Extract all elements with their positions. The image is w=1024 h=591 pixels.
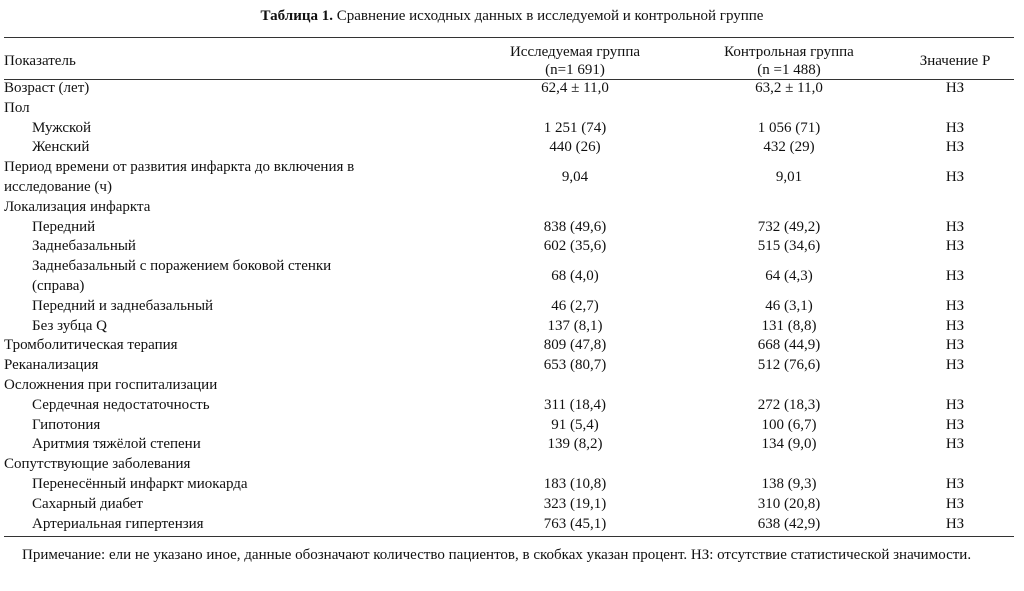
row-p-value: НЗ [945, 238, 965, 255]
row-control-value: 668 (44,9) [757, 337, 821, 354]
row-p-value: НЗ [945, 436, 965, 453]
table-row [4, 119, 1014, 139]
table-footnote: Примечание: ели не указано иное, данные обозначают количество пациентов, в скобках указан процент. НЗ: отсутствие статистической значимости. [22, 547, 972, 563]
row-label-line: исследование (ч) [4, 178, 112, 195]
row-study-value: 653 (80,7) [543, 357, 607, 374]
table-row [4, 396, 1014, 416]
row-study-value [468, 198, 682, 218]
caption-text: Сравнение исходных данных в исследуемой и контрольной группе [333, 8, 764, 24]
row-p-value: НЗ [945, 119, 965, 136]
row-label: Осложнения при госпитализации [4, 376, 218, 393]
row-study-value: 62,4 ± 11,0 [541, 80, 609, 96]
table-row [4, 297, 1014, 317]
row-study-value [468, 376, 682, 396]
row-study-value [468, 99, 682, 119]
row-label: Аритмия тяжёлой степени [32, 436, 201, 453]
table-bottom-rule [4, 536, 1014, 537]
row-control-value: 64 (4,3) [765, 268, 813, 285]
row-p-value: НЗ [945, 416, 965, 433]
table-row [4, 336, 1014, 356]
row-label: Возраст (лет) [4, 80, 90, 96]
table-row [4, 158, 1014, 198]
row-study-value: 137 (8,1) [547, 317, 603, 334]
header-p-value: Значение Р [919, 52, 991, 69]
row-control-value: 46 (3,1) [765, 297, 813, 314]
row-p-value: НЗ [945, 357, 965, 374]
row-label: Передний [32, 218, 96, 235]
table-caption [0, 6, 1024, 26]
row-study-value: 311 (18,4) [544, 396, 606, 413]
header-control-n: (n =1 488) [757, 61, 821, 78]
row-p-value: НЗ [945, 475, 965, 492]
row-p-value [896, 198, 1014, 218]
row-control-value: 272 (18,3) [757, 396, 821, 413]
table-row [4, 475, 1014, 495]
row-label: Сопутствующие заболевания [4, 456, 191, 473]
row-p-value: НЗ [945, 80, 965, 96]
row-control-value: 732 (49,2) [757, 218, 821, 235]
row-label-line: Период времени от развития инфаркта до включения в [4, 159, 355, 176]
row-label: Сердечная недостаточность [32, 396, 210, 413]
table-row [4, 237, 1014, 257]
row-label: Локализация инфаркта [4, 198, 151, 215]
row-control-value [682, 198, 896, 218]
row-control-value: 432 (29) [763, 139, 815, 156]
table-row [4, 455, 1014, 475]
row-p-value [896, 99, 1014, 119]
row-study-value: 838 (49,6) [543, 218, 607, 235]
header-study-title: Исследуемая группа [509, 43, 641, 60]
row-p-value: НЗ [945, 297, 965, 314]
row-study-value: 91 (5,4) [551, 416, 599, 433]
row-study-value: 1 251 (74) [543, 119, 607, 136]
table-header-row [4, 42, 1014, 79]
table-top-rule [4, 37, 1014, 38]
row-study-value: 46 (2,7) [551, 297, 599, 314]
row-label: Гипотония [32, 416, 101, 433]
row-control-value: 310 (20,8) [757, 495, 821, 512]
row-p-value [896, 455, 1014, 475]
row-label: Пол [4, 99, 30, 116]
table-row [4, 99, 1014, 119]
row-p-value: НЗ [945, 337, 965, 354]
row-control-value [682, 376, 896, 396]
row-label: Реканализация [4, 357, 99, 374]
header-indicator: Показатель [4, 52, 76, 69]
row-study-value [468, 455, 682, 475]
table-row [4, 495, 1014, 515]
row-study-value: 602 (35,6) [543, 238, 607, 255]
row-study-value: 9,04 [561, 169, 589, 186]
row-p-value: НЗ [945, 396, 965, 413]
row-control-value: 131 (8,8) [761, 317, 817, 334]
header-study-group [468, 42, 682, 79]
row-label [4, 158, 468, 198]
row-p-value: НЗ [945, 515, 965, 532]
row-p-value: НЗ [945, 218, 965, 235]
table-row [4, 435, 1014, 455]
row-p-value: НЗ [945, 495, 965, 512]
caption-label: Таблица 1. [260, 8, 334, 24]
row-control-value [682, 455, 896, 475]
table-row [4, 138, 1014, 158]
row-control-value: 100 (6,7) [761, 416, 817, 433]
row-label: Без зубца Q [32, 317, 107, 334]
row-p-value: НЗ [945, 139, 965, 156]
row-label: Передний и заднебазальный [32, 297, 214, 314]
table-row [4, 416, 1014, 436]
row-control-value: 134 (9,0) [761, 436, 817, 453]
row-label: Перенесённый инфаркт миокарда [32, 475, 248, 492]
row-label [4, 257, 468, 297]
row-control-value: 512 (76,6) [757, 357, 821, 374]
row-study-value: 763 (45,1) [543, 515, 607, 532]
header-control-title: Контрольная группа [724, 43, 854, 60]
row-label: Тромболитическая терапия [4, 337, 178, 354]
table-row [4, 515, 1014, 535]
row-control-value: 1 056 (71) [757, 119, 821, 136]
table-row [4, 317, 1014, 337]
row-control-value: 63,2 ± 11,0 [755, 80, 823, 96]
row-p-value: НЗ [945, 317, 965, 334]
row-label-line: (справа) [32, 277, 85, 294]
table-row [4, 356, 1014, 376]
row-control-value [682, 99, 896, 119]
row-study-value: 68 (4,0) [551, 268, 599, 285]
row-study-value: 139 (8,2) [547, 436, 603, 453]
row-study-value: 183 (10,8) [543, 475, 607, 492]
row-study-value: 323 (19,1) [543, 495, 607, 512]
row-label: Женский [32, 139, 90, 156]
table-row [4, 257, 1014, 297]
header-study-n: (n=1 691) [545, 61, 605, 78]
row-control-value: 638 (42,9) [757, 515, 821, 532]
row-control-value: 515 (34,6) [757, 238, 821, 255]
row-p-value: НЗ [945, 169, 965, 186]
row-study-value: 809 (47,8) [543, 337, 607, 354]
row-control-value: 9,01 [775, 169, 803, 186]
comparison-table [4, 42, 1014, 534]
table-row [4, 376, 1014, 396]
row-control-value: 138 (9,3) [761, 475, 817, 492]
row-p-value [896, 376, 1014, 396]
table-row [4, 79, 1014, 99]
table-row [4, 218, 1014, 238]
header-control-group [682, 42, 896, 79]
row-label: Мужской [32, 119, 92, 136]
row-label: Заднебазальный [32, 238, 136, 255]
row-label-line: Заднебазальный с поражением боковой стенки [32, 258, 332, 275]
row-label: Артериальная гипертензия [32, 515, 204, 532]
row-p-value: НЗ [945, 268, 965, 285]
table-row [4, 198, 1014, 218]
row-label: Сахарный диабет [32, 495, 143, 512]
row-study-value: 440 (26) [549, 139, 601, 156]
